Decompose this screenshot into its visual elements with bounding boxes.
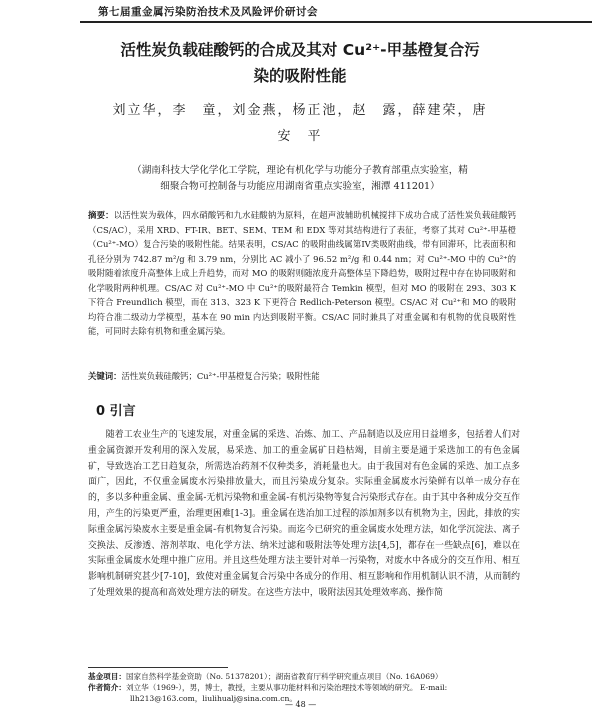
authors-line-1: 刘立华，李 童，刘金燕，杨正池，赵 露，薛建荣，唐 xyxy=(112,103,488,118)
authors xyxy=(100,98,500,150)
keywords xyxy=(88,369,516,383)
affiliation-line-1: （湖南科技大学化学化工学院，理论有机化学与功能分子教育部重点实验室，精 xyxy=(132,165,468,176)
paper-title-line-1: 活性炭负载硅酸钙的合成及其对 Cu²⁺-甲基橙复合污 xyxy=(120,41,480,59)
abstract xyxy=(88,208,516,339)
affiliation-line-2: 细聚合物可控制备与功能应用湖南省重点实验室，湘潭 411201） xyxy=(160,181,440,192)
author-info-label: 作者简介： xyxy=(88,683,126,692)
paper-title-line-2: 染的吸附性能 xyxy=(253,67,347,85)
author-info-text: 刘立华（1969-），男，博士，教授，主要从事功能材料和污染治理技术等领域的研究。 E-mail: xyxy=(125,683,448,692)
header-rule xyxy=(80,21,592,23)
abstract-label: 摘要： xyxy=(88,210,114,220)
author-email: llh213@163.com，liulihualj@sina.com.cn。 xyxy=(130,694,297,703)
authors-line-2: 安 平 xyxy=(277,129,323,144)
abstract-text: 以活性炭为载体，四水硝酸钙和九水硅酸钠为原料，在超声波辅助机械搅拌下成功合成了活性炭负载硅酸钙（CS/AC），采用 XRD、FT-IR、BET、SEM、TEM 和 EDX 等对其结构进行了表征，考察了其对 Cu²⁺-甲基橙（Cu²⁺-MO）复合污染的吸附性能。结果表明，CS/AC 的吸附曲线属第IV类吸附曲线，带有回滞环，比表面积和孔径分别为 742.87 m²/g 和 3.79 nm，分别比 AC 减小了 96.52 m²/g 和 0.44 nm；对 Cu²⁺-MO 中的 Cu²⁺的吸附随着浓度升高整体上成上升趋势，而对 MO 的吸附则随浓度升高整体呈下降趋势，吸附过程中存在协同吸附和化学吸附两种机理。CS/AC 对 Cu²⁺-MO 中 Cu²⁺的吸附最符合 Temkin 模型，但对 MO 的吸附在 293、303 K 下符合 Freundlich 模型，而在 313、323 K 下更符合 Redlich-Peterson 模型。CS/AC 对 Cu²⁺和 MO 的吸附均符合准二级动力学模型，基本在 90 min 内达到吸附平衡。CS/AC 同时兼具了对重金属和有机物的优良吸附性能，可同时去除有机物和重金属污染。 xyxy=(88,210,517,336)
fund-label: 基金项目： xyxy=(88,672,126,681)
footnote-rule xyxy=(88,667,228,668)
running-header: 第七届重金属污染防治技术及风险评价研讨会 xyxy=(98,6,318,18)
keywords-text: 活性炭负载硅酸钙；Cu²⁺-甲基橙复合污染；吸附性能 xyxy=(121,371,320,381)
affiliation xyxy=(80,163,520,195)
page-number: — 48 — xyxy=(285,700,317,709)
section-heading: 0 引言 xyxy=(96,404,136,419)
fund-text: 国家自然科学基金资助（No. 51378201）；湖南省教育厅科学研究重点项目（No. 16A069） xyxy=(125,672,443,681)
keywords-label: 关键词： xyxy=(88,371,122,381)
footnote-author xyxy=(88,682,528,693)
footnote-fund xyxy=(88,671,528,682)
body-paragraph: 随着工农业生产的飞速发展，对重金属的采选、冶炼、加工、产品制造以及应用日益增多，包括着人们对重金属资源开发利用的深入发展，易采选、加工的重金属矿日趋枯竭，目前主要是通于采选加工的有色金属矿，导致选冶工艺日趋复杂，所需选冶药剂不仅种类多，消耗量也大。由于我国对有色金属的采选、加工点多面广，因此，不仅重金属废水污染排放量大，而且污染成分复杂。实际重金属废水污染鲜有以单一成分存在的，多以多种重金属、重金属-无机污染物和重金属-有机污染物等复合污染形式存在。由于其中各种成分交互作用，产生的污染更严重，治理更困难[1-3]。重金属在选冶加工过程的添加剂多以有机物为主，因此，排放的实际重金属污染废水主要是重金属-有机物复合污染。而迄今已研究的重金属废水处理方法，如化学沉淀法、离子交换法、反渗透、溶剂萃取、电化学方法、纳米过滤和吸附法等处理方法[4,5]，都存在一些缺点[6]，难以在实际重金属废水处理中推广应用。并且这些处理方法主要针对单一污染物，对废水中各成分的交互作用、相互影响机制研究甚少[7-10]，致使对重金属复合污染中各成分的作用、相互影响和作用机制认识不清，从而制约了处理效果的提高和高效处理方法的研发。在这些方法中，吸附法因其处理效率高、操作简 xyxy=(88,430,520,598)
